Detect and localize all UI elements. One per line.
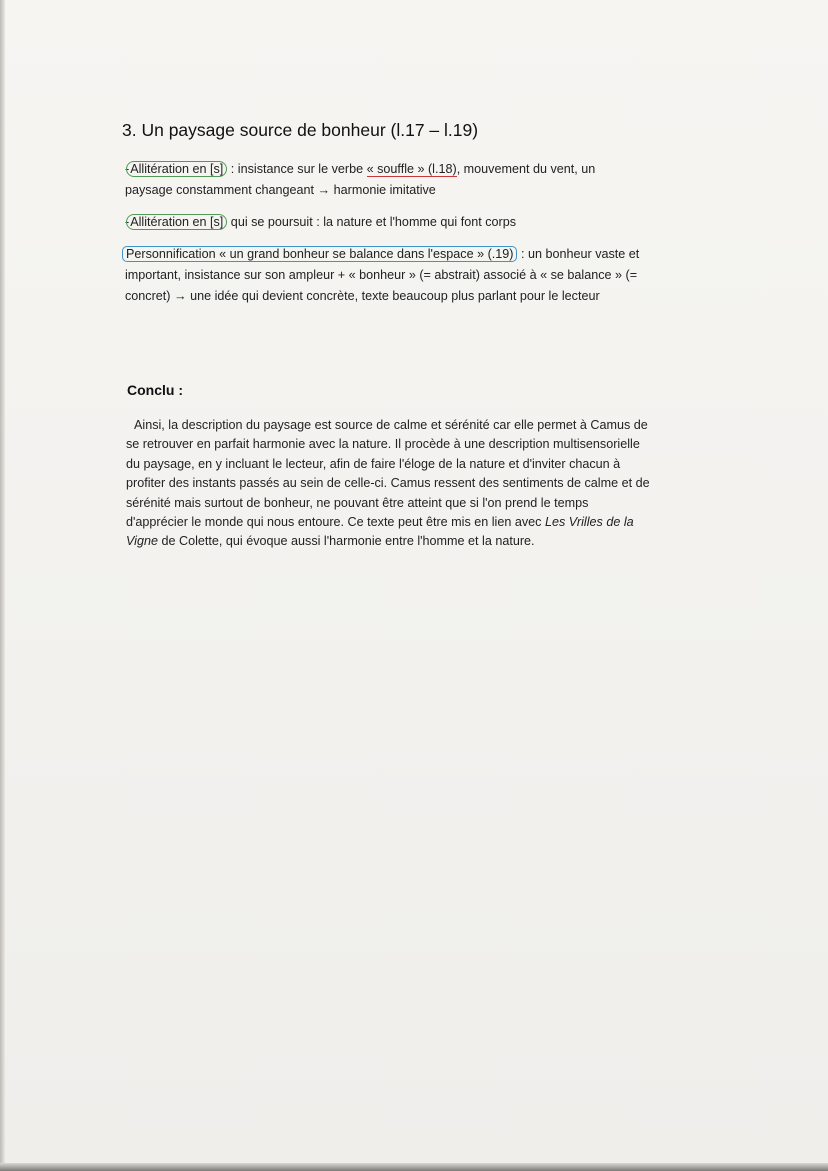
conclusion-line: Ainsi, la description du paysage est source de calme et sérénité car elle permet à Camus de (134, 418, 648, 432)
conclusion-title: Conclu : (127, 382, 183, 398)
text: : insistance sur le verbe (227, 162, 367, 176)
highlight-alliteration: Allitération en [s] (126, 214, 227, 230)
conclusion-line (126, 532, 726, 551)
text: , mouvement du vent, un (456, 162, 596, 176)
paragraph-line: paysage constamment changeant → harmonie imitative (125, 183, 436, 197)
conclusion-line: profiter des instants passés au sein de celle-ci. Camus ressent des sentiments de calme et de (126, 476, 650, 491)
text: de Colette, qui évoque aussi l'harmonie entre l'homme et la nature. (157, 534, 535, 549)
page-left-edge (0, 0, 5, 1171)
paragraph-alliteration-2 (125, 212, 725, 233)
book-title: Les Vrilles de la (544, 515, 634, 530)
paragraph-line: important, insistance sur son ampleur + « bonheur » (= abstrait) associé à « se balance » (= (125, 268, 638, 282)
text: : un bonheur vaste et (517, 247, 640, 261)
text: qui se poursuit : la nature et l'homme qui font corps (227, 215, 517, 229)
paragraph-personification (125, 244, 725, 307)
paragraph-alliteration-1 (125, 159, 725, 201)
book-title: Vigne (126, 534, 158, 549)
dash: - (125, 215, 130, 229)
paragraph-line (125, 159, 725, 180)
conclusion-line: sérénité mais surtout de bonheur, ne pouvant être atteint que si l'on prend le temps (126, 495, 589, 510)
conclusion-line (126, 513, 726, 532)
text: d'apprécier le monde qui nous entoure. Ce texte peut être mis en lien avec (126, 515, 545, 530)
paragraph-line (125, 244, 725, 265)
highlight-alliteration: Allitération en [s] (126, 161, 227, 177)
dash: - (125, 162, 130, 176)
section-title: 3. Un paysage source de bonheur (l.17 – l.19) (122, 120, 479, 140)
page-bottom-edge (0, 1163, 828, 1171)
conclusion-line: se retrouver en parfait harmonie avec la nature. Il procède à une description multisensorielle (126, 437, 640, 452)
conclusion-paragraph (126, 416, 726, 552)
conclusion-line: du paysage, en y incluant le lecteur, afin de faire l'éloge de la nature et d'inviter chacun à (126, 456, 621, 471)
highlight-personification: Personnification « un grand bonheur se balance dans l'espace » (.19) (122, 246, 517, 262)
paragraph-line (125, 212, 725, 233)
paragraph-line: concret) → une idée qui devient concrète, texte beaucoup plus parlant pour le lecteur (125, 289, 600, 303)
quote-souffle: « souffle » (l.18) (366, 162, 457, 176)
